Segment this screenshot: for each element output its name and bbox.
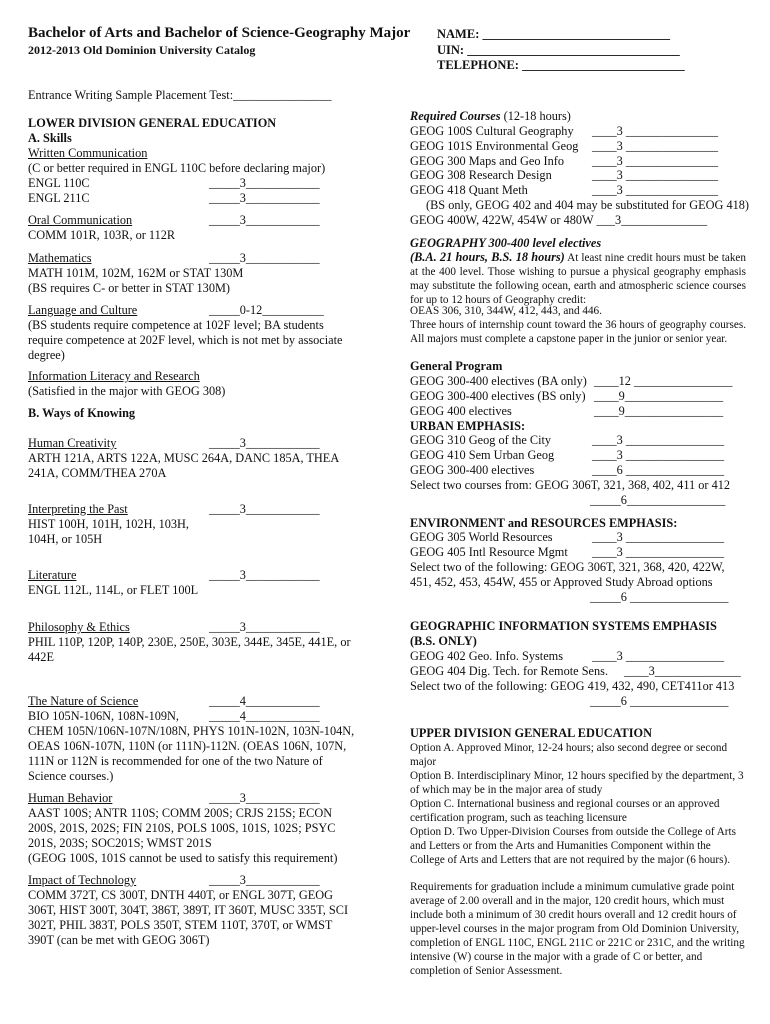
gis-course-credit[interactable]: ____3 ________________: [592, 649, 725, 663]
impact-technology-courses: 390T (can be met with GEOG 306T): [28, 933, 210, 947]
gis-course-name: GEOG 404 Dig. Tech. for Remote Sens.: [410, 664, 609, 678]
general-program-row: GEOG 300-400 electives (BA only): [410, 374, 587, 388]
written-note: (C or better required in ENGL 110C before declaring major): [28, 161, 326, 175]
name-field[interactable]: NAME: ______________________________: [437, 27, 670, 41]
literature-title: Literature: [28, 568, 77, 582]
nature-science-credit[interactable]: _____4____________: [209, 694, 320, 708]
urban-course-credit[interactable]: ____3 ________________: [592, 448, 725, 462]
required-course-credit[interactable]: ____3 _______________: [592, 183, 719, 197]
human-behavior-courses: 200S, 201S, 202S; FIN 210S, POLS 100S, 101S, 102S; PSYC: [28, 821, 336, 835]
written-communication-title: Written Communication: [28, 146, 148, 160]
math-credit[interactable]: _____3____________: [209, 251, 320, 265]
environment-select-note: Select two of the following: GEOG 306T, 321, 368, 420, 422W,: [410, 560, 725, 574]
engl211-label: ENGL 211C: [28, 191, 90, 205]
nature-of-science-title: The Nature of Science: [28, 694, 139, 708]
lower-division-heading: LOWER DIVISION GENERAL EDUCATION: [28, 116, 277, 130]
oral-courses: COMM 101R, 103R, or 112R: [28, 228, 176, 242]
internship-note: Three hours of internship count toward the 36 hours of geography courses. All majors must complete a capstone paper in the junior or senior year.: [410, 319, 746, 345]
language-note-line: require competence at 202F level, which is not met by associate: [28, 333, 343, 347]
human-creativity-courses: ARTH 121A, ARTS 122A, MUSC 264A, DANC 185A, THEA: [28, 451, 340, 465]
upper-division-option: Option B. Interdisciplinary Minor, 12 hours specified by the department, 3 of which may be in the major area of study: [410, 770, 744, 796]
environment-select-note: 451, 452, 453, 454W, 455 or Approved Study Abroad options: [410, 575, 713, 589]
language-culture-title: Language and Culture: [28, 303, 138, 317]
required-course-credit[interactable]: ____3 _______________: [592, 154, 719, 168]
nature-science-courses: BIO 105N-106N, 108N-109N,: [28, 709, 179, 723]
gis-emphasis-title: GEOGRAPHIC INFORMATION SYSTEMS EMPHASIS: [410, 619, 717, 633]
math-courses: MATH 101M, 102M, 162M or STAT 130M: [28, 266, 244, 280]
interpreting-past-courses: 104H, or 105H: [28, 532, 103, 546]
urban-course-credit[interactable]: ____3 ________________: [592, 433, 725, 447]
urban-course-name: GEOG 310 Geog of the City: [410, 433, 552, 447]
literature-courses: ENGL 112L, 114L, or FLET 100L: [28, 583, 199, 597]
philosophy-courses: PHIL 110P, 120P, 140P, 230E, 250E, 303E, 344E, 345E, 441E, or: [28, 635, 351, 649]
oral-credit[interactable]: _____3____________: [209, 213, 320, 227]
human-creativity-courses: 241A, COMM/THEA 270A: [28, 466, 167, 480]
general-program-credit[interactable]: ____9________________: [594, 389, 724, 403]
required-course-name: GEOG 100S Cultural Geography: [410, 124, 574, 138]
gis-select-credit[interactable]: _____6 ________________: [590, 694, 729, 708]
philosophy-ethics-title: Philosophy & Ethics: [28, 620, 130, 634]
required-courses-heading: [410, 109, 571, 124]
impact-technology-credit[interactable]: _____3____________: [209, 873, 320, 887]
page-title: Bachelor of Arts and Bachelor of Science-Geography Major: [28, 25, 411, 41]
general-program-row: GEOG 300-400 electives (BS only): [410, 389, 586, 403]
impact-technology-title: Impact of Technology: [28, 873, 137, 887]
environment-select-credit[interactable]: _____6 ________________: [590, 590, 729, 604]
urban-course-name: GEOG 410 Sem Urban Geog: [410, 448, 555, 462]
uin-field[interactable]: UIN: __________________________________: [437, 43, 680, 57]
nature-science-courses: OEAS 106N-107N, 110N (or 111N)-112N. (OEAS 106N, 107N,: [28, 739, 347, 753]
required-course-name: GEOG 308 Research Design: [410, 168, 552, 182]
telephone-field[interactable]: TELEPHONE: __________________________: [437, 58, 685, 72]
required-course-name: GEOG 101S Environmental Geog: [410, 139, 579, 153]
interpreting-past-courses: HIST 100H, 101H, 102H, 103H,: [28, 517, 190, 531]
gis-course-credit[interactable]: ____3______________: [624, 664, 741, 678]
general-program-row: GEOG 400 electives: [410, 404, 512, 418]
required-courses-title: Required Courses: [410, 109, 501, 123]
impact-technology-courses: COMM 372T, CS 300T, DNTH 440T, or ENGL 307T, GEOG: [28, 888, 334, 902]
human-behavior-title: Human Behavior: [28, 791, 113, 805]
required-course-credit[interactable]: ____3 _______________: [592, 168, 719, 182]
urban-emphasis-title: URBAN EMPHASIS:: [410, 419, 526, 433]
urban-select-note: Select two courses from: GEOG 306T, 321, 368, 402, 411 or 412: [410, 478, 731, 492]
philosophy-courses: 442E: [28, 650, 54, 664]
graduation-requirements: Requirements for graduation include a minimum cumulative grade point average of 2.00 overall and in the major, 120 credit hours, which must include both a minimum of 30 credit hours overall and 12 credit hours of upper-level courses in the major program from Old Dominion University, completion of ENGL 110C, ENGL 211C or 221C or 231C, and the writing intensive (W) course in the major with a grade of C or better, and completion of Senior Assessment.: [410, 881, 745, 977]
substitution-note: (BS only, GEOG 402 and 404 may be substituted for GEOG 418): [426, 198, 749, 212]
gis-select-note: Select two of the following: GEOG 419, 432, 490, CET411or 413: [410, 679, 735, 693]
language-credit[interactable]: _____0-12__________: [209, 303, 324, 317]
upper-division-heading: UPPER DIVISION GENERAL EDUCATION: [410, 726, 652, 740]
required-course-credit[interactable]: ____3 _______________: [592, 124, 719, 138]
upper-division-option: Option C. International business and regional courses or an approved certification program, such as teaching licensure: [410, 798, 720, 824]
math-note: (BS requires C- or better in STAT 130M): [28, 281, 231, 295]
mathematics-title: Mathematics: [28, 251, 92, 265]
upper-division-options: [410, 741, 746, 867]
general-program-credit[interactable]: ____9________________: [594, 404, 724, 418]
general-program-credit[interactable]: ____12 ________________: [594, 374, 733, 388]
urban-select-credit[interactable]: _____6________________: [590, 493, 726, 507]
skills-heading: A. Skills: [28, 131, 72, 145]
human-behavior-courses: 201S, 203S; SOC201S; WMST 201S: [28, 836, 212, 850]
engl110-label: ENGL 110C: [28, 176, 90, 190]
engl211-credit[interactable]: _____3____________: [209, 191, 320, 205]
required-course-name: GEOG 418 Quant Meth: [410, 183, 528, 197]
ways-of-knowing-heading: B. Ways of Knowing: [28, 406, 136, 420]
required-course-name: GEOG 300 Maps and Geo Info: [410, 154, 565, 168]
general-program-title: General Program: [410, 359, 503, 373]
engl110-credit[interactable]: _____3____________: [209, 176, 320, 190]
gis-emphasis-subtitle: (B.S. ONLY): [410, 634, 477, 648]
urban-course-name: GEOG 300-400 electives: [410, 463, 535, 477]
electives-description: [410, 250, 746, 307]
literature-credit[interactable]: _____3____________: [209, 568, 320, 582]
environment-course-name: GEOG 305 World Resources: [410, 530, 553, 544]
required-courses-hours: (12-18 hours): [500, 109, 571, 123]
oeas-course-list: OEAS 306, 310, 344W, 412, 443, and 446.: [410, 305, 602, 317]
environment-course-credit[interactable]: ____3 ________________: [592, 530, 725, 544]
upper-division-option: Option A. Approved Minor, 12-24 hours; also second degree or second major: [410, 742, 728, 768]
entrance-writing-test[interactable]: Entrance Writing Sample Placement Test:________________: [28, 88, 332, 102]
nature-science-courses: CHEM 105N/106N-107N/108N, PHYS 101N-102N, 103N-104N,: [28, 724, 355, 738]
interpreting-past-credit[interactable]: _____3____________: [209, 502, 320, 516]
electives-hours: (B.A. 21 hours, B.S. 18 hours): [410, 250, 565, 264]
human-behavior-credit[interactable]: _____3____________: [209, 791, 320, 805]
oral-communication-title: Oral Communication: [28, 213, 133, 227]
interpreting-past-title: Interpreting the Past: [28, 502, 128, 516]
nature-science-courses: 111N or 112N is recommended for one of the two Nature of: [28, 754, 323, 768]
catalog-year: 2012-2013 Old Dominion University Catalog: [28, 43, 256, 57]
human-behavior-note: (GEOG 100S, 101S cannot be used to satisfy this requirement): [28, 851, 338, 865]
urban-course-credit[interactable]: ____6 ________________: [592, 463, 725, 477]
electives-text: At least nine credit hours must be taken at the 400 level. Those wishing to pursue a physical geography emphasis may substitute the following ocean, earth and atmospheric science courses for up to 12 hours of Geography credit:: [410, 252, 746, 306]
impact-technology-courses: 302T, PHIL 383T, POLS 350T, STEM 110T, 370T, or WMST: [28, 918, 333, 932]
impact-technology-courses: 306T, HIST 300T, 304T, 386T, 389T, IT 360T, MUSC 335T, SCI: [28, 903, 349, 917]
gis-course-name: GEOG 402 Geo. Info. Systems: [410, 649, 564, 663]
human-creativity-credit[interactable]: _____3____________: [209, 436, 320, 450]
environment-emphasis-title: ENVIRONMENT and RESOURCES EMPHASIS:: [410, 516, 678, 530]
philosophy-credit[interactable]: _____3____________: [209, 620, 320, 634]
human-creativity-title: Human Creativity: [28, 436, 117, 450]
electives-title: GEOGRAPHY 300-400 level electives: [410, 236, 602, 250]
nature-science-courses: Science courses.): [28, 769, 114, 783]
language-note-line: degree): [28, 348, 65, 362]
information-literacy-note: (Satisfied in the major with GEOG 308): [28, 384, 226, 398]
required-course-credit[interactable]: ____3 _______________: [592, 139, 719, 153]
environment-course-credit[interactable]: ____3 ________________: [592, 545, 725, 559]
information-literacy-title: Information Literacy and Research: [28, 369, 200, 383]
environment-course-name: GEOG 405 Intl Resource Mgmt: [410, 545, 568, 559]
human-behavior-courses: AAST 100S; ANTR 110S; COMM 200S; CRJS 215S; ECON: [28, 806, 333, 820]
nature-science-credit[interactable]: _____4____________: [209, 709, 320, 723]
writing-intensive-course[interactable]: GEOG 400W, 422W, 454W or 480W ___3______________: [410, 213, 708, 227]
upper-division-option: Option D. Two Upper-Division Courses from outside the College of Arts and Letters or from the Arts and Humanities Component within the College of Arts and Letters that are not required by the major (6 hours).: [410, 826, 736, 866]
language-note-line: (BS students require competence at 102F level; BA students: [28, 318, 324, 332]
